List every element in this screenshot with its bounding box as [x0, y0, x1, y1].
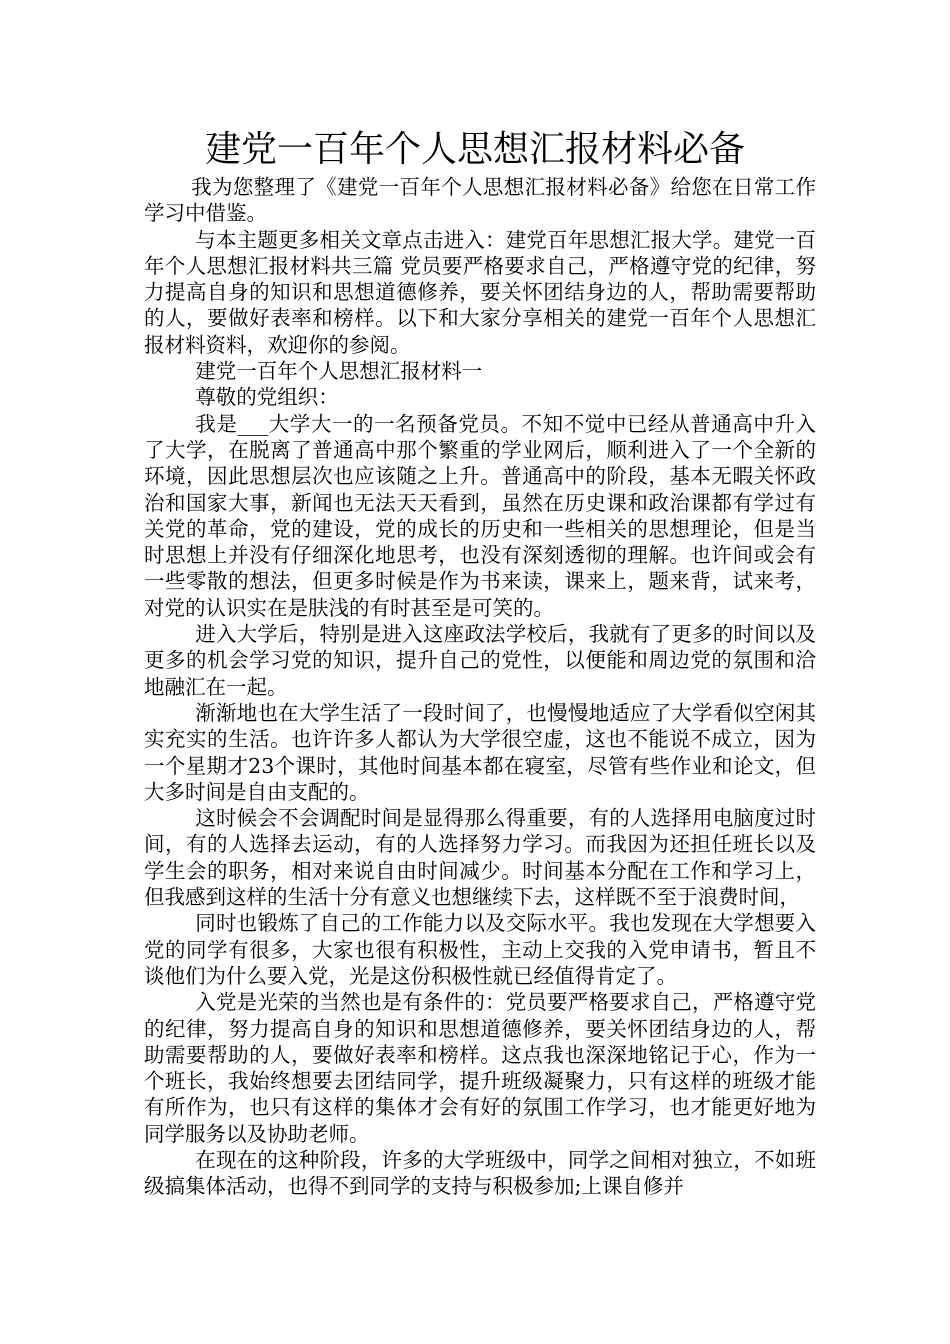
body-paragraph: 在现在的这种阶段，许多的大学班级中，同学之间相对独立，不如班级搞集体活动，也得不到同学的支持与积极参加;上课自修并	[144, 1147, 816, 1199]
body-paragraph: 我是___大学大一的一名预备党员。不知不觉中已经从普通高中升入了大学，在脱离了普通高中那个繁重的学业网后，顺利进入了一个全新的环境，因此思想层次也应该随之上升。普通高中的阶段，基本无暇关怀政治和国家大事，新闻也无法天天看到，虽然在历史课和政治课都有学过有关党的革命，党的建设，党的成长的历史和一些相关的思想理论，但是当时思想上并没有仔细深化地思考，也没有深刻透彻的理解。也许间或会有一些零散的想法，但更多时候是作为书来读，课来上，题来背，试来考，对党的认识实在是肤浅的有时甚至是可笑的。	[144, 411, 816, 620]
body-paragraph: 同时也锻炼了自己的工作能力以及交际水平。我也发现在大学想要入党的同学有很多，大家也很有积极性，主动上交我的入党申请书，暂且不谈他们为什么要入党，光是这份积极性就已经值得肯定了。	[144, 911, 816, 988]
intro-paragraph: 我为您整理了《建党一百年个人思想汇报材料必备》给您在日常工作学习中借鉴。	[144, 175, 816, 226]
body-paragraph: 进入大学后，特别是进入这座政法学校后，我就有了更多的时间以及更多的机会学习党的知识，提升自己的党性，以便能和周边党的氛围和洽地融汇在一起。	[144, 622, 816, 699]
salutation: 尊敬的党组织：	[195, 385, 339, 410]
document-body	[144, 174, 816, 1200]
section-heading: 建党一百年个人思想汇报材料一	[195, 359, 483, 384]
body-paragraph: 入党是光荣的当然也是有条件的：党员要严格要求自己，严格遵守党的纪律，努力提高自身的知识和思想道德修养，要关怀团结身边的人，帮助需要帮助的人，要做好表率和榜样。这点我也深深地铭记于心，作为一个班长，我始终想要去团结同学，提升班级凝聚力，只有这样的班级才能有所作为，也只有这样的集体才会有好的氛围工作学习，也才能更好地为同学服务以及协助老师。	[144, 990, 816, 1146]
body-paragraph: 这时候会不会调配时间是显得那么得重要，有的人选择用电脑度过时间，有的人选择去运动，有的人选择努力学习。而我因为还担任班长以及学生会的职务，相对来说自由时间减少。时间基本分配在工作和学习上，但我感到这样的生活十分有意义也想继续下去，这样既不至于浪费时间，	[144, 806, 816, 910]
related-articles-paragraph: 与本主题更多相关文章点击进入：建党百年思想汇报大学。建党一百年个人思想汇报材料共三篇 党员要严格要求自己，严格遵守党的纪律，努力提高自身的知识和思想道德修养，要关怀团结身边的人，帮助需要帮助的人，要做好表率和榜样。以下和大家分享相关的建党一百年个人思想汇报材料资料，欢迎你的参阅。	[144, 227, 816, 357]
document-title: 建党一百年个人思想汇报材料必备	[204, 129, 745, 170]
body-paragraph: 渐渐地也在大学生活了一段时间了，也慢慢地适应了大学看似空闲其实充实的生活。也许许多人都认为大学很空虚，这也不能说不成立，因为一个星期才23个课时，其他时间基本都在寝室，尽管有些作业和论文，但大多时间是自由支配的。	[144, 700, 816, 804]
